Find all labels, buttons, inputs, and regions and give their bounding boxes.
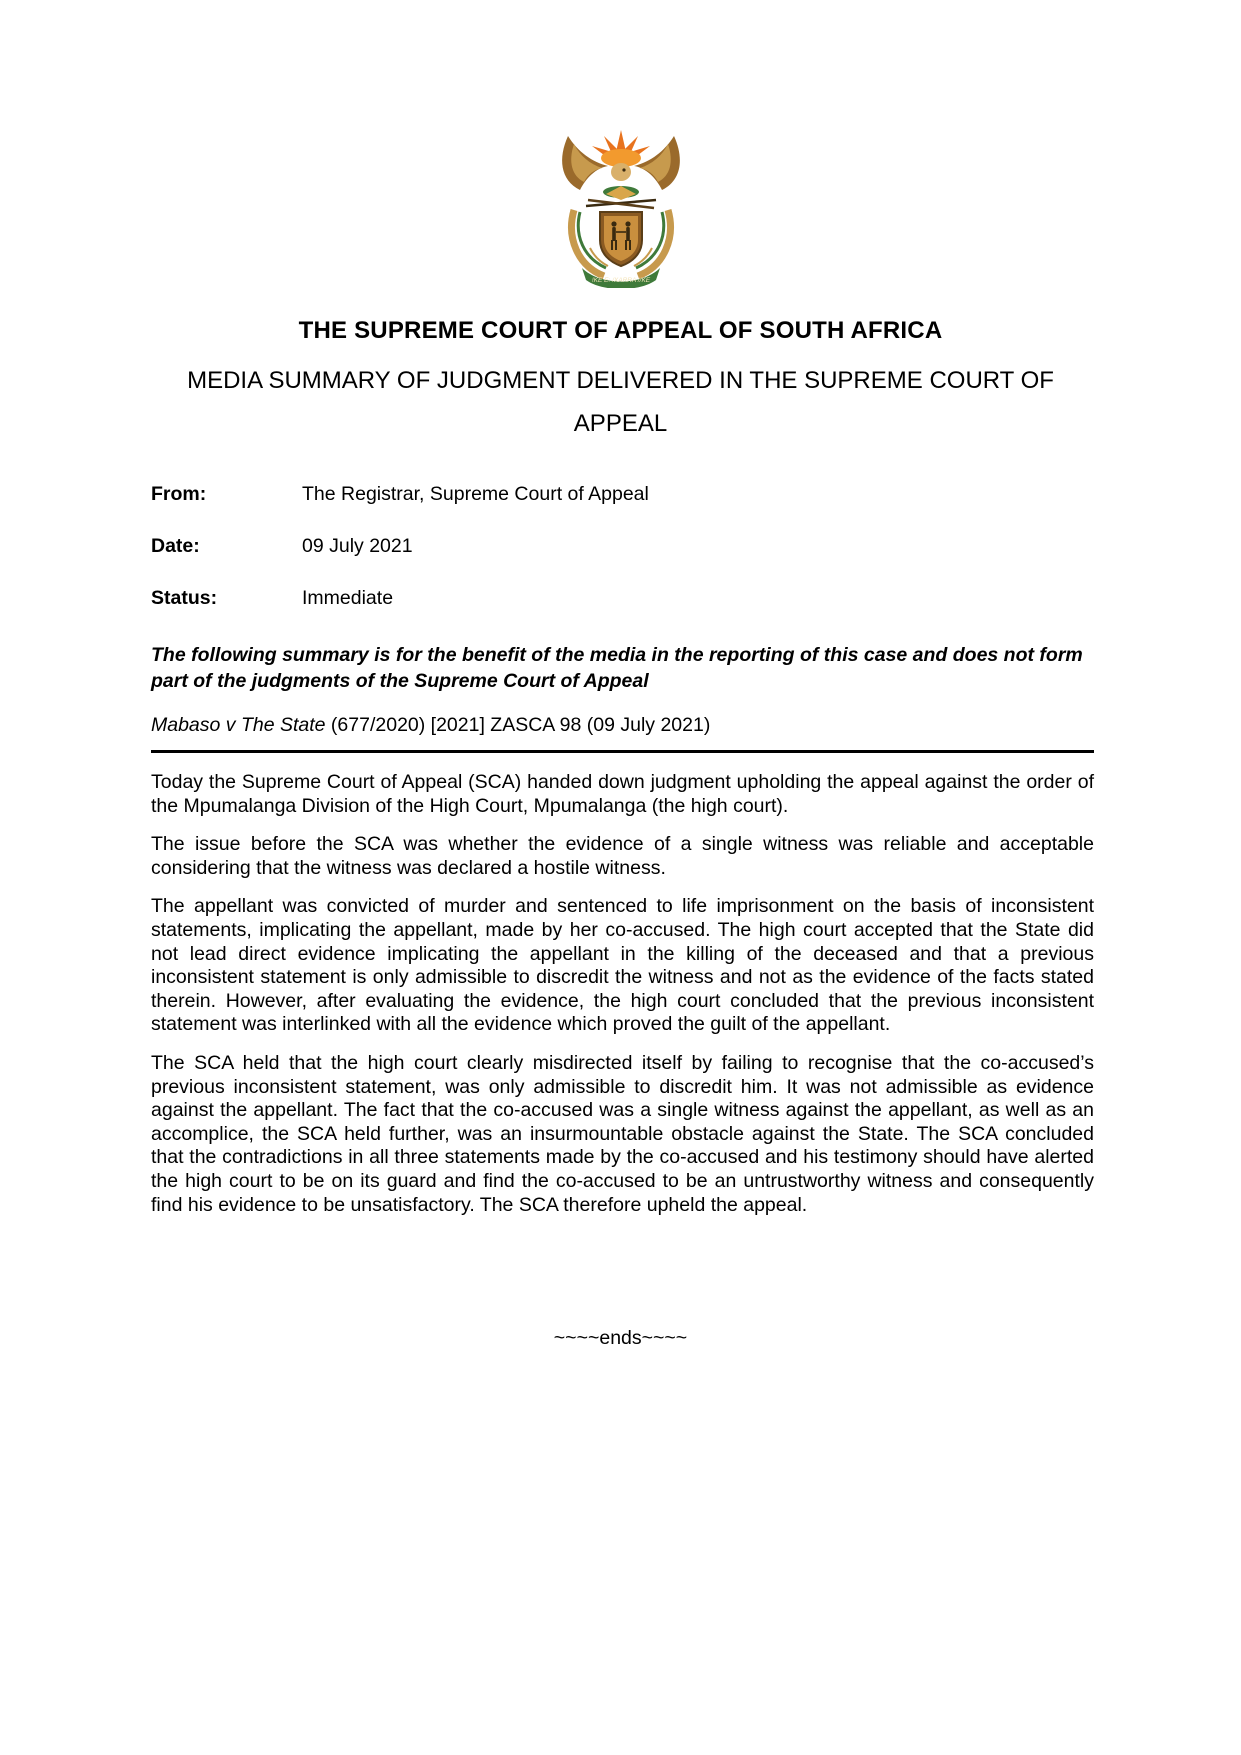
ends-marker: ~~~~ends~~~~: [553, 1327, 688, 1349]
summary-paragraph: The SCA held that the high court clearly misdirected itself by failing to recognise that the co-accused’s previous inconsistent statement, was only admissible to discredit him. It was not admissible as evidence against the appellant. The fact that the co-accused was a single witness against the appellant, as well as an accomplice, the SCA held further, was an insurmountable obstacle against the State. The SCA concluded that the contradictions in all three statements made by the co-accused and his testimony should have alerted the high court to be on its guard and find the co-accused to be an untrustworthy witness and consequently find his evidence to be unsatisfactory. The SCA therefore upheld the appeal.: [151, 1051, 1094, 1216]
from-label: From:: [151, 483, 207, 505]
date-value: 09 July 2021: [302, 535, 413, 557]
media-disclaimer: The following summary is for the benefit of the media in the reporting of this case and does not form part of the judgments of the Supreme Court of Appeal: [151, 644, 1083, 692]
media-summary-subtitle: MEDIA SUMMARY OF JUDGMENT DELIVERED IN THE SUPREME COURT OF APPEAL: [187, 367, 1054, 437]
date-label: Date:: [151, 535, 200, 557]
status-label: Status:: [151, 587, 218, 609]
crest-motto: !KE E: /XARRA //KE: [591, 277, 651, 284]
summary-body: [151, 771, 1094, 1232]
summary-paragraph: Today the Supreme Court of Appeal (SCA) handed down judgment upholding the appeal against the order of the Mpumalanga Division of the High Court, Mpumalanga (the high court).: [151, 771, 1094, 817]
summary-paragraph: The appellant was convicted of murder and sentenced to life imprisonment on the basis of inconsistent statements, implicating the appellant, made by her co-accused. The high court accepted that the State did not lead direct evidence implicating the appellant in the killing of the deceased and that a previous inconsistent statement is only admissible to discredit the witness and not as the evidence of the facts stated therein. However, after evaluating the evidence, the high court concluded that the previous inconsistent statement was interlinked with all the evidence which proved the guilt of the appellant.: [151, 895, 1094, 1036]
case-name: Mabaso v The State: [151, 714, 326, 736]
coat-of-arms-icon: [556, 128, 686, 288]
from-value: The Registrar, Supreme Court of Appeal: [302, 483, 649, 505]
status-value: Immediate: [302, 587, 394, 609]
case-reference: (677/2020) [2021] ZASCA 98 (09 July 2021): [325, 714, 711, 736]
court-title: THE SUPREME COURT OF APPEAL OF SOUTH AFRICA: [298, 317, 943, 344]
summary-paragraph: The issue before the SCA was whether the evidence of a single witness was reliable and acceptable considering that the witness was declared a hostile witness.: [151, 833, 1094, 879]
case-citation: [151, 714, 710, 737]
horizontal-rule: [151, 750, 1094, 753]
